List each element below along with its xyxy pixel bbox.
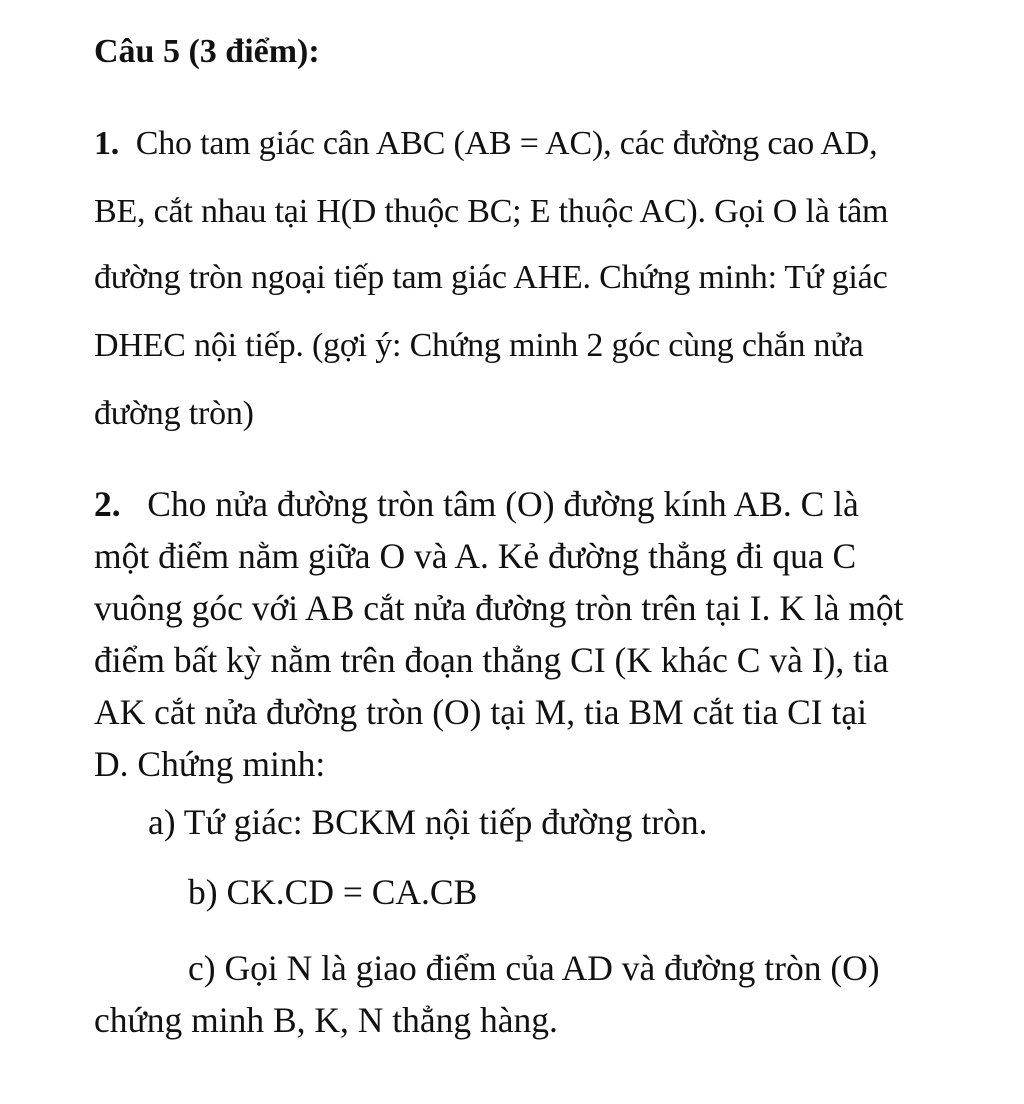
problem2-line-6: D. Chứng minh: (94, 744, 326, 784)
problem1-line-3: đường tròn ngoại tiếp tam giác AHE. Chứng minh: Tứ giác (94, 259, 888, 296)
question-title: Câu 5 (3 điểm): (94, 33, 320, 70)
problem1-line-1 (94, 124, 877, 164)
problem1-number: 1. (94, 125, 120, 162)
problem2-part-a: a) Tứ giác: BCKM nội tiếp đường tròn. (148, 802, 708, 842)
problem2-part-c-line-1: c) Gọi N là giao điểm của AD và đường tròn (O) (188, 948, 880, 988)
problem2-line-5: AK cắt nửa đường tròn (O) tại M, tia BM cắt tia CI tại (94, 692, 867, 732)
problem2-line-4: điểm bất kỳ nằm trên đoạn thẳng CI (K khác C và I), tia (94, 640, 889, 680)
problem2-part-c-line-2: chứng minh B, K, N thẳng hàng. (94, 1000, 558, 1040)
problem1-line-4: DHEC nội tiếp. (gợi ý: Chứng minh 2 góc cùng chắn nửa (94, 327, 864, 364)
problem1-text-1: Cho tam giác cân ABC (AB = AC), các đường cao AD, (135, 125, 878, 162)
problem2-line-1 (94, 484, 859, 524)
problem1-line-5: đường tròn) (94, 395, 254, 432)
problem2-number: 2. (94, 484, 121, 524)
problem2-line-3: vuông góc với AB cắt nửa đường tròn trên tại I. K là một (94, 588, 904, 628)
problem1-line-2: BE, cắt nhau tại H(D thuộc BC; E thuộc AC). Gọi O là tâm (94, 193, 889, 230)
problem2-text-1: Cho nửa đường tròn tâm (O) đường kính AB. C là (147, 484, 859, 524)
problem2-part-b: b) CK.CD = CA.CB (188, 872, 478, 912)
problem2-line-2: một điểm nằm giữa O và A. Kẻ đường thẳng đi qua C (94, 536, 857, 576)
